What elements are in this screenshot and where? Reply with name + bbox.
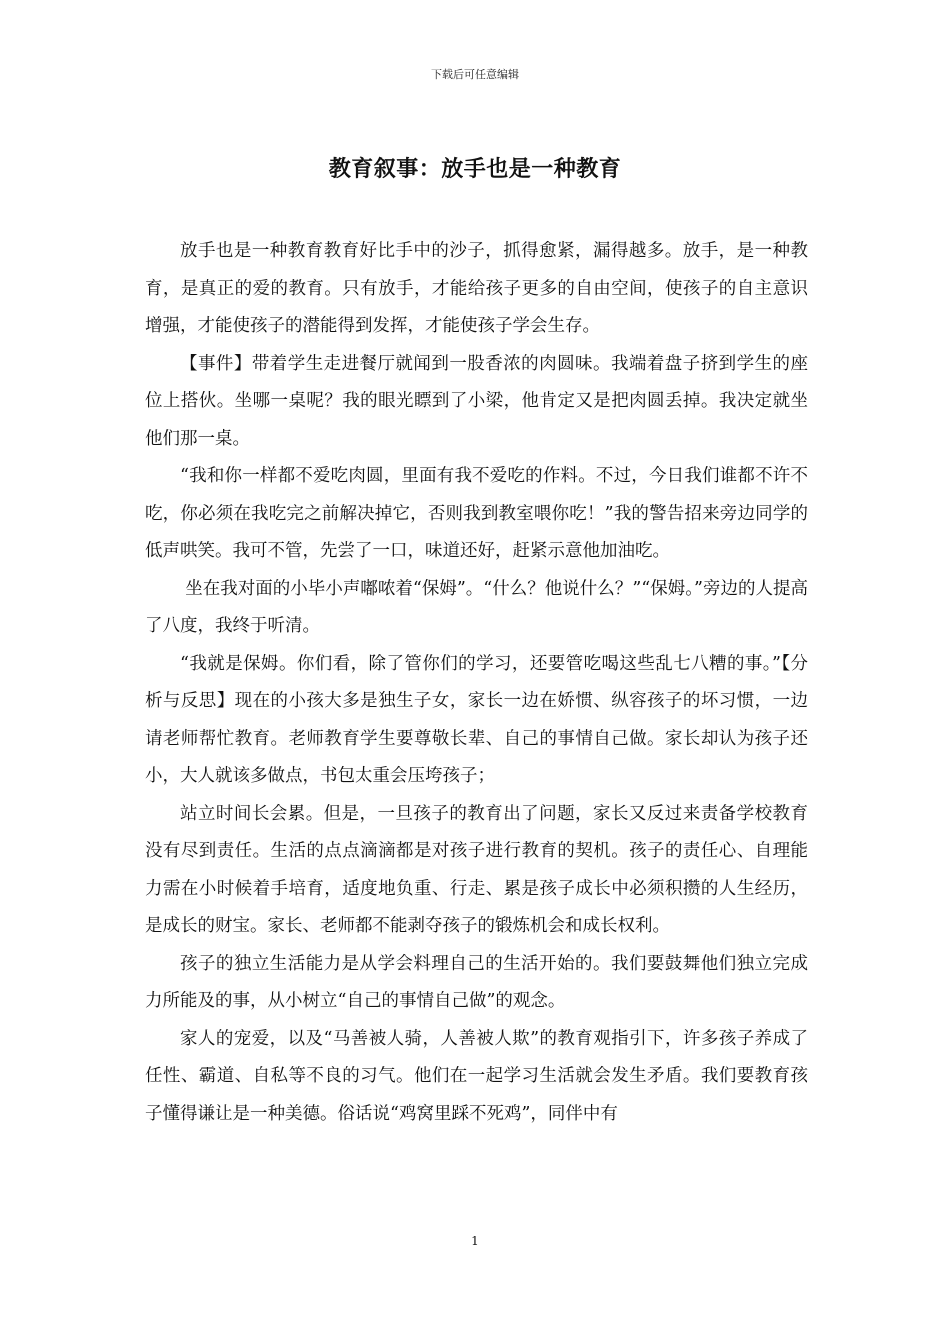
document-title: 教育叙事：放手也是一种教育 bbox=[328, 156, 622, 182]
paragraph-responsibility: 站立时间长会累。但是，一旦孩子的教育出了问题，家长又反过来责备学校教育没有尽到责任。生活的点点滴滴都是对孩子进行教育的契机。孩子的责任心、自理能力需在小时候着手培育，适度地负重、行走、累是孩子成长中必须积攒的人生经历，是成长的财宝。家长、老师都不能剥夺孩子的锻炼机会和成长权利。 bbox=[145, 803, 808, 936]
paragraph-family-care: 家人的宠爱，以及“马善被人骑，人善被人欺”的教育观指引下，许多孩子养成了任性、霸道、自私等不良的习气。他们在一起学习生活就会发生矛盾。我们要教育孩子懂得谦让是一种美德。俗话说“鸡窝里踩不死鸡”，同伴中有 bbox=[145, 1028, 808, 1124]
header-note: 下载后可任意编辑 bbox=[431, 68, 519, 81]
paragraph-independence: 孩子的独立生活能力是从学会料理自己的生活开始的。我们要鼓舞他们独立完成力所能及的事，从小树立“自己的事情自己做”的观念。 bbox=[145, 953, 808, 1011]
paragraph-dialogue: “我和你一样都不爱吃肉圆，里面有我不爱吃的作料。不过，今日我们谁都不许不吃，你必须在我吃完之前解决掉它，否则我到教室喂你吃！”我的警告招来旁边同学的低声哄笑。我可不管，先尝了一口，味道还好，赶紧示意他加油吃。 bbox=[145, 466, 808, 561]
paragraph-event: 【事件】带着学生走进餐厅就闻到一股香浓的肉圆味。我端着盘子挤到学生的座位上搭伙。坐哪一桌呢？我的眼光瞟到了小梁，他肯定又是把肉圆丢掉。我决定就坐他们那一桌。 bbox=[145, 353, 808, 449]
document-body bbox=[145, 233, 808, 1133]
paragraph-analysis: “我就是保姆。你们看，除了管你们的学习，还要管吃喝这些乱七八糟的事。”【分析与反思】现在的小孩大多是独生子女，家长一边在娇惯、纵容孩子的坏习惯，一边请老师帮忙教育。老师教育学生要尊敬长辈、自己的事情自己做。家长却认为孩子还小，大人就该多做点，书包太重会压垮孩子； bbox=[145, 653, 808, 786]
paragraph-nanny-remark: 坐在我对面的小毕小声嘟哝着“保姆”。“什么？他说什么？”“保姆。”旁边的人提高了八度，我终于听清。 bbox=[145, 578, 808, 636]
paragraph-intro: 放手也是一种教育教育好比手中的沙子，抓得愈紧，漏得越多。放手，是一种教育，是真正的爱的教育。只有放手，才能给孩子更多的自由空间，使孩子的自主意识增强，才能使孩子的潜能得到发挥，才能使孩子学会生存。 bbox=[145, 241, 808, 336]
page-number: 1 bbox=[471, 1234, 479, 1248]
